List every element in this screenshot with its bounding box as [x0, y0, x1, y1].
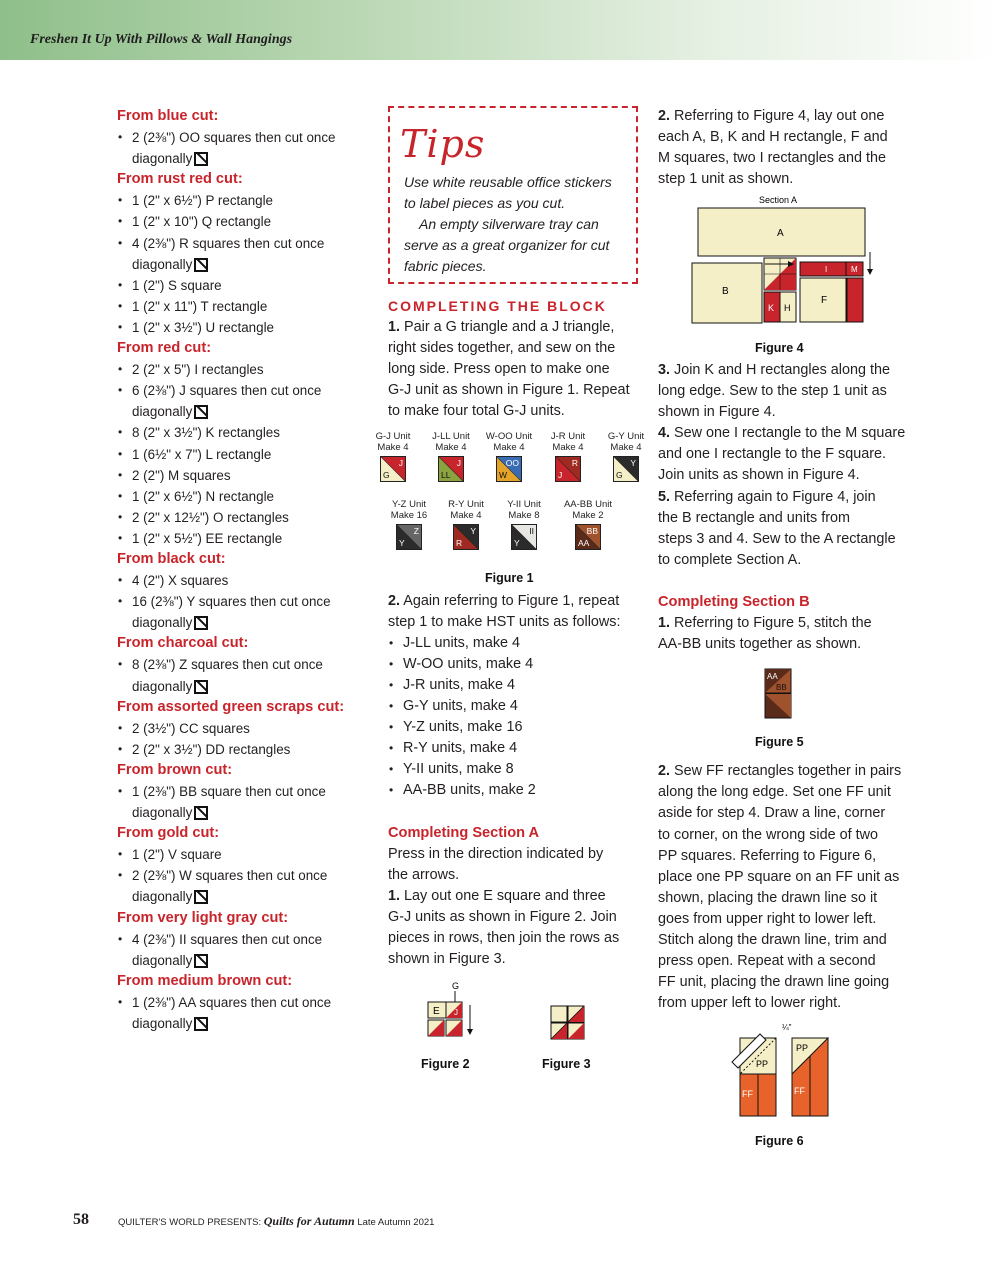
- hst-label-b: Y: [514, 538, 520, 548]
- figure-4-caption: Figure 4: [755, 341, 804, 355]
- hst-unit: [613, 456, 639, 482]
- secB-step1-number: 1.: [658, 615, 671, 632]
- unit-make: Make 4: [435, 442, 467, 453]
- column-2-text: [388, 296, 643, 970]
- secB-step2-text: Sew FF rectangles together in pairs: [670, 763, 902, 780]
- step1-text: to make four total G-J units.: [388, 403, 565, 420]
- secB-step2-text: to corner, on the wrong side of two: [658, 826, 878, 843]
- cut-item: • 1 (2⅜") AA squares then cut once: [117, 992, 367, 1013]
- cut-item: • 1 (2" x 3½") U rectangle: [117, 317, 367, 338]
- figure-2: [420, 980, 480, 1045]
- cut-item: • 2 (2" x 5") I rectangles: [117, 359, 367, 380]
- c3-step5-line: [658, 487, 913, 508]
- hst-label-a: II: [529, 526, 534, 536]
- figure-3-caption: Figure 3: [542, 1057, 591, 1071]
- hst-label-a: OO: [505, 458, 519, 468]
- cut-item: • 2 (2⅜") OO squares then cut once: [117, 127, 367, 148]
- c3-step4-number: 4.: [658, 425, 671, 442]
- c3-step2-line: [658, 106, 913, 127]
- secB-step2-number: 2.: [658, 763, 671, 780]
- cut-item-text: diagonally: [132, 952, 193, 968]
- secA-step1-line: [388, 886, 643, 907]
- figure-4-label-i: I: [825, 265, 828, 274]
- figure-3: [550, 1005, 586, 1041]
- secB-step2-line: [658, 930, 913, 951]
- unit-name: R-Y Unit: [448, 499, 484, 510]
- secB-step2-text: press open. Repeat with a second: [658, 953, 876, 970]
- c3-step4-line: [658, 423, 913, 444]
- step1-number: 1.: [388, 319, 401, 336]
- tips-title: Tips: [400, 122, 486, 166]
- c3-step2-line: [658, 127, 913, 148]
- cut-heading: From medium brown cut:: [117, 972, 293, 989]
- c3-step5-text: the B rectangle and units from: [658, 509, 850, 526]
- cut-item: • 1 (6½" x 7") L rectangle: [117, 444, 367, 465]
- hst-list-item: • Y-II units, make 8: [388, 759, 643, 780]
- secA-step1-text: shown in Figure 3.: [388, 951, 506, 968]
- hst-label-b: G: [616, 470, 623, 480]
- cut-item: • 6 (2⅜") J squares then cut once: [117, 380, 367, 401]
- cut-item: • 1 (2⅜") BB square then cut once: [117, 781, 367, 802]
- c3-step2-line: [658, 148, 913, 169]
- step2-line: [388, 591, 643, 612]
- secB-step2-text: aside for step 4. Draw a line, corner: [658, 805, 886, 822]
- cut-item-text: diagonally: [132, 889, 193, 905]
- page-number: 58: [73, 1211, 89, 1228]
- footer-prefix: QUILTER'S WORLD PRESENTS:: [118, 1217, 262, 1228]
- hst-label-b: AA: [578, 538, 590, 548]
- c3-step2-line: [658, 169, 913, 190]
- section-heading: COMPLETING THE BLOCK: [388, 298, 607, 314]
- unit-make: Make 4: [552, 442, 584, 453]
- cut-item-text: diagonally: [132, 256, 193, 272]
- cut-heading: From black cut:: [117, 550, 226, 567]
- step1-line: [388, 401, 643, 422]
- cut-item: • 8 (2⅜") Z squares then cut once: [117, 654, 367, 675]
- c3-step4-text: Sew one I rectangle to the M square: [670, 425, 906, 442]
- figure-4: [690, 192, 880, 327]
- cut-item: • 1 (2") V square: [117, 844, 367, 865]
- cut-item: • 4 (2") X squares: [117, 570, 367, 591]
- cut-item: • 1 (2" x 11") T rectangle: [117, 296, 367, 317]
- secB-step1-line: [658, 613, 913, 634]
- secB-step2-text: along the long edge. Set one FF unit: [658, 784, 891, 801]
- secB-step2-text: shown, placing the drawn line so it: [658, 889, 878, 906]
- figure-2-label-e: E: [433, 1006, 440, 1017]
- figure-5-label-bb: BB: [776, 683, 787, 692]
- unit-label: [421, 431, 481, 453]
- figure-6-label-ff-b: FF: [794, 1086, 805, 1096]
- unit-make: Make 16: [390, 510, 428, 521]
- cut-heading: From assorted green scraps cut:: [117, 698, 345, 715]
- secB-step2-line: [658, 972, 913, 993]
- secA-step1-text: G-J units as shown in Figure 2. Join: [388, 908, 617, 925]
- step1-line: [388, 338, 643, 359]
- hst-label-b: LL: [441, 470, 451, 480]
- running-header: Freshen It Up With Pillows & Wall Hangings: [30, 32, 293, 47]
- secB-step1-line: [658, 634, 913, 655]
- tips-line: to label pieces as you cut.: [404, 195, 566, 212]
- hst-label-a: J: [398, 458, 403, 468]
- unit-label: [363, 431, 423, 453]
- c3-step3-text: Join K and H rectangles along the: [670, 362, 891, 378]
- c3-step5-text: Referring again to Figure 4, join: [670, 488, 876, 505]
- hst-list-item: • AA-BB units, make 2: [388, 780, 643, 801]
- hst-label-a: Y: [630, 458, 636, 468]
- hst-unit: [453, 524, 479, 550]
- secB-step1-text: AA-BB units together as shown.: [658, 636, 862, 653]
- unit-label: [494, 499, 554, 521]
- hst-label-a: Y: [470, 526, 476, 536]
- figure-6-label-pp-a: PP: [756, 1059, 769, 1069]
- figure-1-caption: Figure 1: [485, 571, 534, 585]
- diagonal-cut-icon: [194, 405, 208, 419]
- cut-item-continuation: [117, 612, 367, 633]
- figure-4-label-f: F: [821, 295, 828, 306]
- cut-item-text: diagonally: [132, 1016, 193, 1032]
- unit-name: J-LL Unit: [432, 431, 470, 442]
- cut-item: • 2 (3½") CC squares: [117, 718, 367, 739]
- tips-box: [388, 106, 638, 284]
- cut-item-continuation: [117, 1013, 367, 1034]
- secB-step2-line: [658, 803, 913, 824]
- cut-item: • 1 (2" x 6½") P rectangle: [117, 190, 367, 211]
- secB-step2-text: from upper left to lower right.: [658, 995, 842, 1012]
- figure-2-caption: Figure 2: [421, 1057, 470, 1071]
- header-band: [0, 0, 997, 60]
- step2-number: 2.: [388, 592, 401, 609]
- cut-item: • 1 (2" x 10") Q rectangle: [117, 211, 367, 232]
- secB-step2-line: [658, 909, 913, 930]
- figure-6-label-ff-a: FF: [742, 1089, 753, 1099]
- hst-list-item: • J-LL units, make 4: [388, 633, 643, 654]
- hst-unit: [396, 524, 422, 550]
- unit-make: Make 4: [493, 442, 525, 453]
- cut-item-text: diagonally: [132, 151, 193, 167]
- hst-list-item: • R-Y units, make 4: [388, 738, 643, 759]
- cut-item: • 2 (2" x 12½") O rectangles: [117, 507, 367, 528]
- diagonal-cut-icon: [194, 680, 208, 694]
- tips-line: An empty silverware tray can: [404, 216, 599, 233]
- hst-list-item: • J-R units, make 4: [388, 675, 643, 696]
- step1-text: Pair a G triangle and a J triangle,: [400, 319, 615, 336]
- cut-item-text: diagonally: [132, 678, 193, 694]
- figure-5-caption: Figure 5: [755, 735, 804, 749]
- tips-line: Use white reusable office stickers: [404, 174, 612, 190]
- cut-item-continuation: [117, 401, 367, 422]
- cut-heading: From very light gray cut:: [117, 909, 289, 926]
- c3-step5-text: to complete Section A.: [658, 551, 802, 568]
- cut-item-text: diagonally: [132, 805, 193, 821]
- cut-item-text: diagonally: [132, 615, 193, 631]
- c3-step5-text: steps 3 and 4. Sew to the A rectangle: [658, 530, 896, 547]
- secA-step1-line: [388, 949, 643, 970]
- cut-item: • 4 (2⅜") II squares then cut once: [117, 929, 367, 950]
- c3-step2-number: 2.: [658, 108, 671, 124]
- unit-name: AA-BB Unit: [563, 499, 613, 510]
- secA-step1-text: pieces in rows, then join the rows as: [388, 929, 620, 946]
- figure-4-title: Section A: [759, 195, 798, 205]
- step1-text: right sides together, and sew on the: [388, 340, 616, 357]
- hst-list-item: • G-Y units, make 4: [388, 696, 643, 717]
- unit-label: [596, 431, 656, 453]
- hst-label-a: Z: [413, 526, 419, 536]
- figure-4-label-a: A: [777, 228, 784, 239]
- cut-item: • 1 (2" x 5½") EE rectangle: [117, 528, 367, 549]
- tips-line: serve as a great organizer for cut: [404, 237, 610, 254]
- diagonal-cut-icon: [194, 806, 208, 820]
- tips-line: fabric pieces.: [404, 258, 487, 275]
- unit-label: [479, 431, 539, 453]
- unit-label: [538, 431, 598, 453]
- unit-name: Y-II Unit: [507, 499, 541, 510]
- secB-step2-line: [658, 846, 913, 867]
- c3-step5-line: [658, 529, 913, 550]
- secA-step1-line: [388, 928, 643, 949]
- hst-label-b: J: [558, 470, 563, 480]
- cutting-list: [117, 106, 367, 1034]
- section-b-heading: Completing Section B: [658, 593, 810, 610]
- diagonal-cut-icon: [194, 616, 208, 630]
- unit-make: Make 2: [572, 510, 604, 521]
- cut-item-continuation: [117, 676, 367, 697]
- unit-make: Make 4: [377, 442, 409, 453]
- c3-step3-text: long edge. Sew to the step 1 unit as: [658, 383, 887, 400]
- secA-step1-line: [388, 907, 643, 928]
- hst-unit: [380, 456, 406, 482]
- cut-heading: From charcoal cut:: [117, 635, 249, 652]
- footer-credit: [118, 1214, 434, 1229]
- hst-label-a: BB: [586, 526, 598, 536]
- c3-step4-line: [658, 465, 913, 486]
- cut-item: • 4 (2⅜") R squares then cut once: [117, 233, 367, 254]
- unit-name: J-R Unit: [550, 431, 586, 442]
- figure-4-label-h: H: [784, 303, 791, 313]
- diagonal-cut-icon: [194, 152, 208, 166]
- c3-step2-text: step 1 unit as shown.: [658, 171, 794, 188]
- diagonal-cut-icon: [194, 890, 208, 904]
- figure-4-label-k: K: [768, 303, 775, 313]
- secB-step2-text: PP squares. Referring to Figure 6,: [658, 847, 877, 864]
- cut-item-continuation: [117, 802, 367, 823]
- secB-step2-line: [658, 867, 913, 888]
- section-a-intro: the arrows.: [388, 866, 460, 883]
- cut-item: • 1 (2" x 6½") N rectangle: [117, 486, 367, 507]
- unit-label: [558, 499, 618, 521]
- secB-step1-text: Referring to Figure 5, stitch the: [670, 615, 872, 632]
- secB-step2-text: Stitch along the drawn line, trim and: [658, 931, 887, 948]
- cut-item-continuation: [117, 148, 367, 169]
- secA-step1-number: 1.: [388, 887, 401, 904]
- c3-step4-text: and one I rectangle to the F square.: [658, 446, 887, 463]
- step2-text: step 1 to make HST units as follows:: [388, 613, 621, 630]
- figure-5: [764, 668, 794, 720]
- tips-text: [404, 172, 634, 277]
- cut-item: • 2 (2⅜") W squares then cut once: [117, 865, 367, 886]
- unit-name: W-OO Unit: [485, 431, 533, 442]
- figure-6: [730, 1020, 840, 1120]
- cut-heading: From blue cut:: [117, 108, 219, 124]
- hst-unit: [575, 524, 601, 550]
- cut-heading: From rust red cut:: [117, 171, 243, 188]
- cut-heading: From red cut:: [117, 340, 212, 357]
- unit-make: Make 8: [508, 510, 540, 521]
- cut-heading: From gold cut:: [117, 825, 220, 842]
- c3-step5-line: [658, 550, 913, 571]
- unit-name: Y-Z Unit: [392, 499, 426, 510]
- hst-unit: [511, 524, 537, 550]
- c3-step3-number: 3.: [658, 362, 671, 378]
- unit-name: G-J Unit: [375, 431, 411, 442]
- column-3-top: [658, 106, 913, 190]
- figure-6-label-pp-b: PP: [796, 1043, 809, 1053]
- cut-item-continuation: [117, 254, 367, 275]
- footer-issue: Late Autumn 2021: [357, 1217, 435, 1228]
- footer-brand: Quilts for Autumn: [263, 1214, 355, 1228]
- secB-step2-line: [658, 951, 913, 972]
- hst-list-item: • Y-Z units, make 16: [388, 717, 643, 738]
- c3-step5-number: 5.: [658, 488, 671, 505]
- figure-4-label-m: M: [851, 265, 858, 274]
- diagonal-cut-icon: [194, 258, 208, 272]
- hst-label-b: W: [499, 470, 508, 480]
- secB-step2-text: goes from upper right to lower left.: [658, 910, 877, 927]
- diagonal-cut-icon: [194, 1017, 208, 1031]
- section-a-heading: Completing Section A: [388, 824, 540, 841]
- unit-make: Make 4: [610, 442, 642, 453]
- hst-list-item: • W-OO units, make 4: [388, 654, 643, 675]
- c3-step2-text: M squares, two I rectangles and the: [658, 150, 886, 167]
- c3-step3-line: [658, 360, 913, 381]
- step2-line: [388, 612, 643, 633]
- secB-step2-text: place one PP square on an FF unit as: [658, 868, 900, 885]
- cut-item-continuation: [117, 886, 367, 907]
- figure-2-label-j: J: [454, 1008, 458, 1017]
- c3-step3-text: shown in Figure 4.: [658, 404, 776, 421]
- secB-step2-line: [658, 761, 913, 782]
- step2-text: Again referring to Figure 1, repeat: [400, 592, 620, 609]
- secB-step2-line: [658, 888, 913, 909]
- step1-line: [388, 380, 643, 401]
- c3-step2-text: each A, B, K and H rectangle, F and: [658, 129, 888, 146]
- figure-6-label-quarter: ¼": [782, 1023, 792, 1032]
- unit-label: [379, 499, 439, 521]
- cut-item-text: diagonally: [132, 404, 193, 420]
- hst-label-b: Y: [399, 538, 405, 548]
- hst-label-a: R: [571, 458, 578, 468]
- step1-text: long side. Press open to make one: [388, 361, 610, 378]
- figure-2-label-g: G: [452, 981, 460, 991]
- c3-step4-line: [658, 444, 913, 465]
- c3-step4-text: Join units as shown in Figure 4.: [658, 467, 860, 484]
- step1-text: G-J unit as shown in Figure 1. Repeat: [388, 382, 630, 399]
- c3-step5-line: [658, 508, 913, 529]
- cut-item: • 16 (2⅜") Y squares then cut once: [117, 591, 367, 612]
- figure-6-caption: Figure 6: [755, 1134, 804, 1148]
- step1-line: [388, 317, 643, 338]
- unit-name: G-Y Unit: [607, 431, 645, 442]
- c3-step3-line: [658, 381, 913, 402]
- hst-label-b: R: [456, 538, 463, 548]
- unit-label: [436, 499, 496, 521]
- unit-make: Make 4: [450, 510, 482, 521]
- hst-unit: [555, 456, 581, 482]
- cut-item-continuation: [117, 950, 367, 971]
- c3-step3-line: [658, 402, 913, 423]
- secA-step1-text: Lay out one E square and three: [400, 887, 606, 904]
- secB-step2-line: [658, 782, 913, 803]
- hst-unit: [438, 456, 464, 482]
- secB-step2-line: [658, 993, 913, 1014]
- cut-item: • 2 (2") M squares: [117, 465, 367, 486]
- c3-step2-text: Referring to Figure 4, lay out one: [670, 108, 885, 124]
- cut-item: • 8 (2" x 3½") K rectangles: [117, 422, 367, 443]
- figure-5-label-aa: AA: [767, 672, 778, 681]
- section-a-intro: Press in the direction indicated by: [388, 845, 604, 862]
- secB-step2-text: FF unit, placing the drawn line going: [658, 974, 890, 991]
- hst-label-b: G: [383, 470, 390, 480]
- cut-item: • 1 (2") S square: [117, 275, 367, 296]
- cut-heading: From brown cut:: [117, 761, 233, 778]
- hst-unit: [496, 456, 522, 482]
- diagonal-cut-icon: [194, 954, 208, 968]
- cut-item: • 2 (2" x 3½") DD rectangles: [117, 739, 367, 760]
- figure-4-label-b: B: [722, 286, 729, 297]
- step1-line: [388, 359, 643, 380]
- hst-label-a: J: [456, 458, 461, 468]
- secB-step2-line: [658, 825, 913, 846]
